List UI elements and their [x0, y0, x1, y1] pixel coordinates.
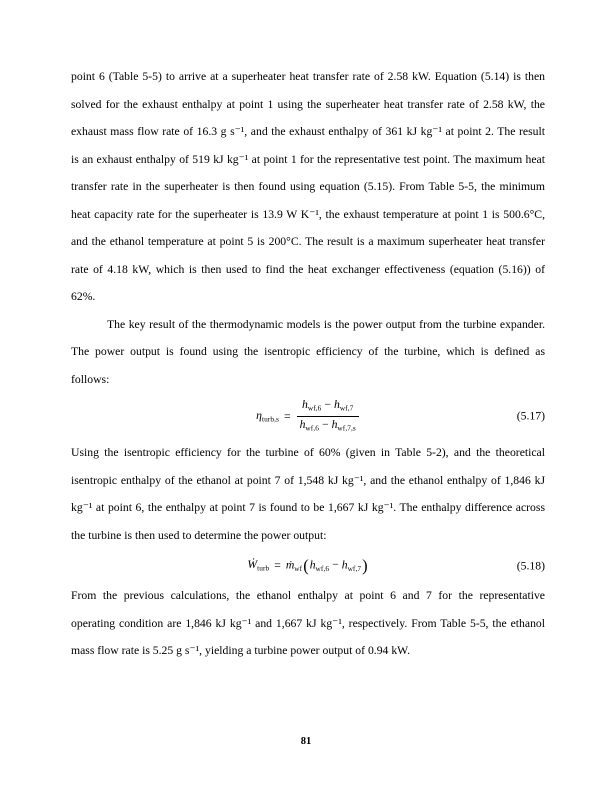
equation-lhs — [247, 558, 269, 573]
m-dot-symbol: ṁ — [285, 558, 295, 571]
subscript: wf — [294, 563, 303, 573]
fraction-denominator — [297, 417, 359, 436]
variable: h — [301, 397, 308, 411]
paragraph-3 — [71, 439, 545, 549]
equals-sign: = — [274, 559, 281, 572]
fraction — [297, 397, 359, 436]
subscript: wf,7 — [339, 403, 354, 412]
body-line: operating condition are 1,846 kJ kg⁻¹ and 1,667 kJ kg⁻¹, respectively. From Table 5-5, the ethanol — [71, 616, 545, 630]
body-line: follows: — [71, 372, 110, 386]
body-line: is an exhaust enthalpy of 519 kJ kg⁻¹ at point 1 for the representative test point. The maximum heat — [71, 152, 545, 166]
equation-lhs — [256, 409, 279, 424]
paragraph-1 — [71, 63, 545, 311]
subscript: wf,6 — [305, 423, 319, 433]
body-line: the turbine is then used to determine the power output: — [71, 528, 327, 542]
subscript: wf,7,s — [337, 423, 356, 433]
body-line: heat capacity rate for the superheater is 13.9 W K⁻¹, the exhaust temperature at point 1 is 500.6°C, — [71, 207, 545, 221]
subscript: wf,6 — [315, 563, 330, 573]
equation-number: (5.18) — [516, 559, 545, 572]
body-line: isentropic enthalpy of the ethanol at point 7 of 1,548 kJ kg⁻¹, and the ethanol enthalpy of 1,846 kJ — [71, 473, 545, 487]
minus-sign: − — [321, 418, 329, 431]
body-line: 62%. — [71, 290, 96, 303]
minus-sign: − — [332, 558, 339, 571]
subscript: turb — [257, 563, 270, 573]
body-line: mass flow rate is 5.25 g s⁻¹, yielding a turbine power output of 0.94 kW. — [71, 644, 411, 657]
body-line: The power output is found using the isentropic efficiency of the turbine, which is defined as — [71, 345, 545, 358]
subscript: wf,6 — [307, 403, 322, 412]
fraction-numerator — [297, 397, 359, 417]
equation-5-18 — [71, 549, 545, 582]
page-body — [71, 63, 545, 665]
equals-sign: = — [283, 409, 291, 423]
w-dot-symbol: Ẇ — [247, 558, 258, 572]
body-line: transfer rate in the superheater is then found using equation (5.15). From Table 5-5, the minimum — [71, 180, 545, 193]
body-line: point 6 (Table 5-5) to arrive at a superheater heat transfer rate of 2.58 kW. Equation (5.14) is then — [71, 70, 545, 83]
paragraph-2 — [71, 311, 545, 394]
open-paren: ( — [303, 555, 309, 575]
variable: h — [341, 558, 348, 571]
equation-number: (5.17) — [516, 409, 545, 423]
variable: h — [309, 558, 316, 571]
equation-5-17 — [71, 393, 545, 439]
eta-symbol: η — [256, 408, 262, 422]
body-line: solved for the exhaust enthalpy at point 1 using the superheater heat transfer rate of 2.58 kW, the — [71, 97, 545, 111]
body-line: rate of 4.18 kW, which is then used to find the heat exchanger effectiveness (equation (5.16)) of — [71, 262, 545, 276]
body-line: exhaust mass flow rate of 16.3 g s⁻¹, and the exhaust enthalpy of 361 kJ kg⁻¹ at point 2. The result — [71, 125, 545, 138]
body-line: From the previous calculations, the ethanol enthalpy at point 6 and 7 for the representative — [71, 589, 545, 602]
subscript: turb,s — [261, 414, 279, 424]
variable: h — [331, 418, 338, 431]
minus-sign: − — [324, 397, 331, 411]
close-paren: ) — [362, 555, 368, 575]
variable: h — [299, 418, 306, 431]
paragraph-4 — [71, 582, 545, 665]
body-line: and the ethanol temperature at point 5 is 200°C. The result is a maximum superheater heat transfer — [71, 235, 545, 248]
subscript: wf,7 — [347, 563, 362, 573]
equation-rhs — [286, 556, 369, 576]
body-line: Using the isentropic efficiency for the turbine of 60% (given in Table 5-2), and the theoretical — [71, 446, 545, 459]
body-line: kg⁻¹ at point 6, the enthalpy at point 7 is found to be 1,667 kJ kg⁻¹. The enthalpy difference across — [71, 501, 545, 514]
page-number: 81 — [300, 736, 312, 747]
variable: h — [334, 397, 340, 411]
body-line: The key result of the thermodynamic models is the power output from the turbine expander. — [107, 317, 545, 331]
